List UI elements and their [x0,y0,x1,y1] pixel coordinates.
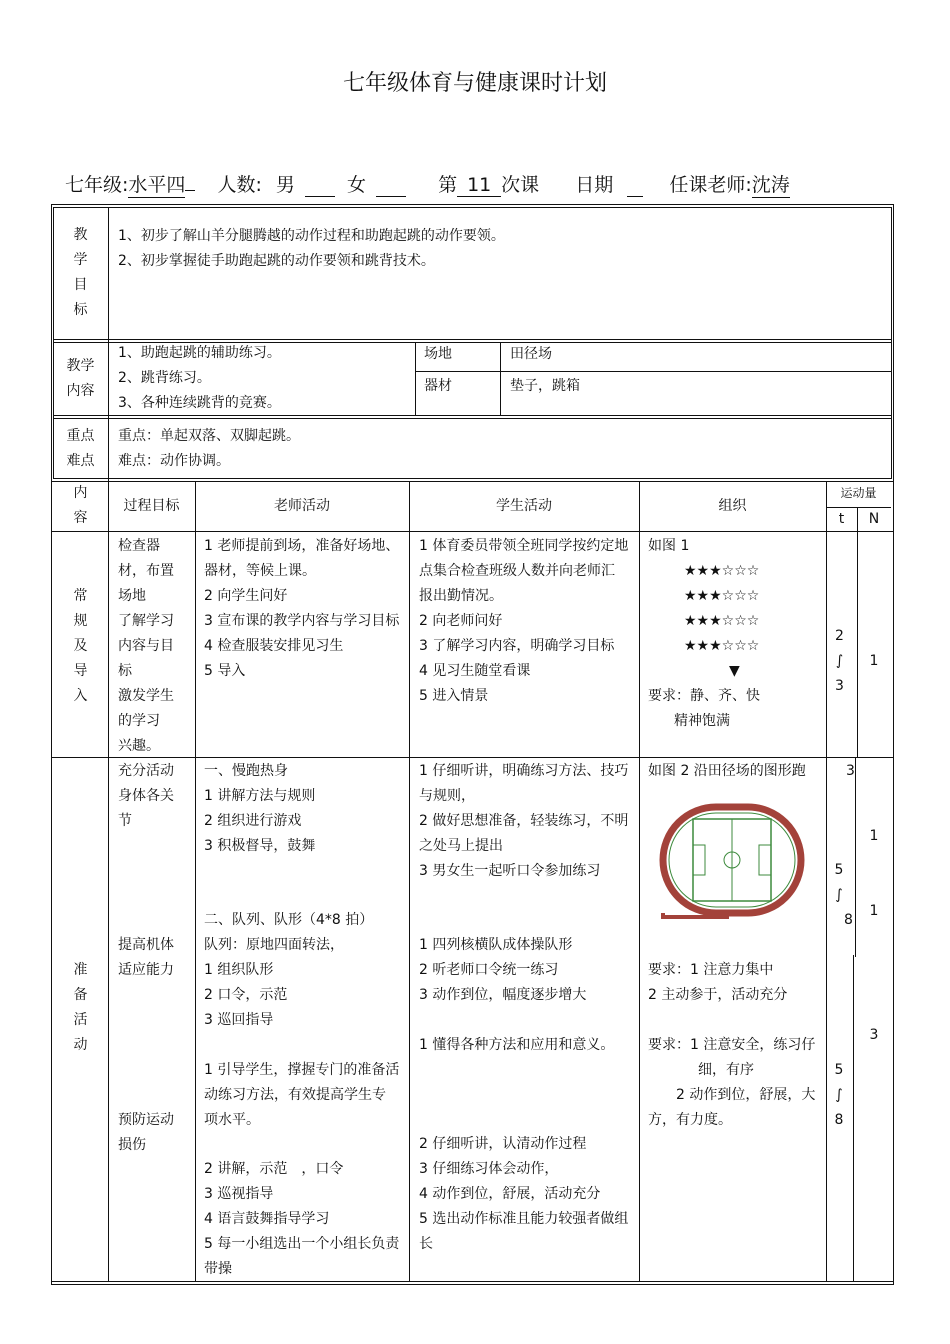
page-title: 七年级体育与健康课时计划 [342,71,607,96]
routine-process: 检查器 材，布置 场地 了解学习 内容与目 标 激发学生 的学习 兴趣。 [118,538,174,754]
warmup-count-c: 3 [869,1027,879,1043]
warmup-process-a: 充分活动 身体各关 节 [118,763,174,829]
routine-time: 2 ∫ 3 [835,628,844,694]
header-t: t [838,511,845,527]
routine-requirement-2: 精神饱满 [674,713,730,729]
header-process: 过程目标 [123,498,180,514]
content-label: 教学 内容 [66,358,95,399]
header-content: 内 容 [73,485,88,526]
header-teacher: 老师活动 [274,498,330,514]
warmup-requirement-a: 要求：1 注意力集中 2 主动参于，活动充分 [648,962,788,1003]
section-warmup-label: 准 备 活 动 [73,962,88,1053]
facing-arrow-icon: ▼ [729,663,740,679]
header-student: 学生活动 [496,498,552,514]
lesson-header: 七年级:水平四 人数: 男 女 第 11 次课 日期 任课老师:沈涛 [65,170,790,198]
lesson-number: 11 [457,174,501,197]
section-routine-label: 常 规 及 导 入 [73,588,88,704]
teacher-name: 沈涛 [752,170,790,198]
warmup-student-b: 1 四列核横队成体操队形 2 听老师口令统一练习 3 动作到位，幅度逐步增大 [419,937,587,1003]
warmup-student-d: 2 仔细听讲，认清动作过程 3 仔细练习体会动作， 4 动作到位，舒展，活动充分 5 选出动作标准且能力较强者做组 长 [419,1136,629,1252]
key-text: 重点：单起双落、双脚起跳。 难点：动作协调。 [118,428,300,469]
warmup-teacher-a: 一、慢跑热身 1 讲解方法与规则 2 组织进行游戏 3 积极督导，鼓舞 [204,763,316,854]
routine-requirement: 要求：静、齐、快 [648,688,760,704]
routine-teacher: 1 老师提前到场，准备好场地、 器材，等候上课。 2 向学生问好 3 宣布课的教学内容与学习目标 4 检查服装安排见习生 5 导入 [204,538,400,679]
warmup-student-c: 1 懂得各种方法和应用和意义。 [419,1037,615,1053]
goals-text: 1、初步了解山羊分腿腾越的动作过程和助跑起跳的动作要领。 2、初步掌握徒手助跑起跳的动作要领和跳背技术。 [118,228,505,269]
warmup-process-c: 预防运动 损伤 [118,1112,174,1153]
header-n: N [868,511,880,527]
equipment-value: 垫子，跳箱 [510,378,580,394]
warmup-requirement-b: 要求：1 注意安全，练习仔 细，有序 2 动作到位，舒展，大 方，有力度。 [648,1037,816,1128]
female-count-blank [376,174,406,197]
warmup-time-a: 5 ∫ 8 [834,862,853,928]
date-blank [627,174,643,197]
warmup-time-b: 5 ∫ 8 [834,1062,844,1128]
warmup-count-b: 1 [869,903,879,919]
warmup-teacher-c: 1 引导学生，撑握专门的准备活 动练习方法，有效提高学生专 项水平。 [204,1062,400,1128]
grade-value: 水平四 [128,170,185,198]
track-field-diagram [659,803,805,921]
warmup-count-a: 1 [869,828,879,844]
goals-label: 教 学 目 标 [73,227,88,318]
warmup-student-a: 1 仔细听讲，明确练习方法、技巧 与规则， 2 做好思想准备，轻装练习，不明 之处马上提出 3 男女生一起听口令参加练习 [419,763,629,879]
key-label: 重点 难点 [66,428,95,469]
header-load: 运动量 [840,486,877,500]
content-text: 1、助跑起跳的辅助练习。 2、跳背练习。 3、各种连续跳背的竞赛。 [118,345,281,411]
routine-count: 1 [869,653,879,669]
routine-student: 1 体育委员带领全班同学按约定地 点集合检查班级人数并向老师汇 报出勤情况。 2 向老师问好 3 了解学习内容，明确学习目标 4 见习生随堂看课 5 进入情景 [419,538,629,704]
warmup-process-b: 提高机体 适应能力 [118,937,174,978]
header-organization: 组织 [718,498,747,514]
warmup-time-top: 3 [846,763,855,779]
warmup-org-intro: 如图 2 沿田径场的图形跑 [648,763,806,779]
equipment-label: 器材 [424,378,452,394]
formation-diagram: ★★★☆☆☆ ★★★☆☆☆ ★★★☆☆☆ ★★★☆☆☆ [684,563,760,654]
warmup-teacher-d: 2 讲解，示范 ，口令 3 巡视指导 4 语言鼓舞指导学习 5 每一小组选出一个小组长负责 带操 [204,1161,400,1277]
routine-org-intro: 如图 1 [648,538,690,554]
warmup-teacher-b: 二、队列、队形（4*8 拍） 队列：原地四面转法， 1 组织队形 2 口令，示范 3 巡回指导 [204,912,374,1028]
venue-value: 田径场 [510,346,552,362]
male-count-blank [305,174,335,197]
venue-label: 场地 [424,346,452,362]
